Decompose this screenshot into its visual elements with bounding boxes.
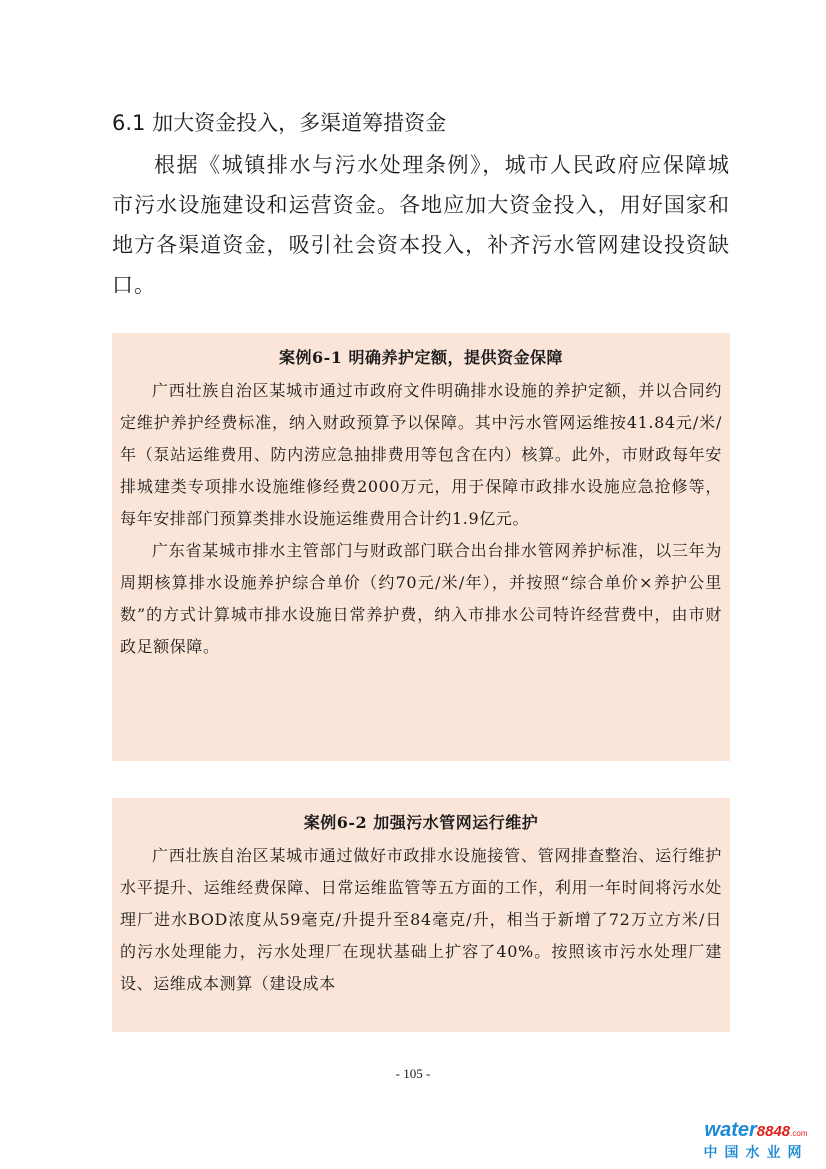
case-title: 案例6-2 加强污水管网运行维护 <box>303 813 539 832</box>
case-paragraph: 广西壮族自治区某城市通过市政府文件明确排水设施的养护定额，并以合同约定维护养护经费标准，纳入财政预算予以保障。其中污水管网运维按41.84元/米/年（泵站运维费用、防内涝应急抽排费用等包含在内）核算。此外，市财政每年安排城建类专项排水设施维修经费2000万元，用于保障市政排水设施应急抢修等，每年安排部门预算类排水设施运维费用合计约1.9亿元。 <box>120 381 722 528</box>
case-paragraph: 广东省某城市排水主管部门与财政部门联合出台排水管网养护标准，以三年为周期核算排水设施养护综合单价（约70元/米/年），并按照“综合单价×养护公里数”的方式计算城市排水设施日常养护费，纳入市排水公司特许经营费中，由市财政足额保障。 <box>120 541 722 656</box>
page-number: - 105 - <box>395 1066 431 1081</box>
watermark-chinese-name: 中国水业网 <box>703 1145 809 1161</box>
case-paragraph: 广西壮族自治区某城市通过做好市政排水设施接管、管网排查整治、运行维护水平提升、运维经费保障、日常运维监管等五方面的工作，利用一年时间将污水处理厂进水BOD浓度从59毫克/升提升至84毫克/升，相当于新增了72万立方米/日的污水处理能力，污水处理厂在现状基础上扩容了40%。按照该市污水处理厂建设、运维成本测算（建设成本 <box>120 846 722 993</box>
watermark-brand-suffix: .com <box>790 1129 808 1138</box>
watermark-brand-number: 8848 <box>756 1123 791 1140</box>
intro-paragraph: 根据《城镇排水与污水处理条例》，城市人民政府应保障城市污水设施建设和运营资金。各地应加大资金投入，用好国家和地方各渠道资金，吸引社会资本投入，补齐污水管网建设投资缺口。 <box>112 153 730 297</box>
watermark-logo <box>696 1120 816 1162</box>
case-box-6-2 <box>112 798 730 1032</box>
watermark-brand-word: water <box>704 1119 757 1141</box>
case-box-6-1 <box>112 333 730 761</box>
case-title: 案例6-1 明确养护定额，提供资金保障 <box>279 348 563 367</box>
section-heading: 6.1 加大资金投入，多渠道筹措资金 <box>112 111 447 135</box>
